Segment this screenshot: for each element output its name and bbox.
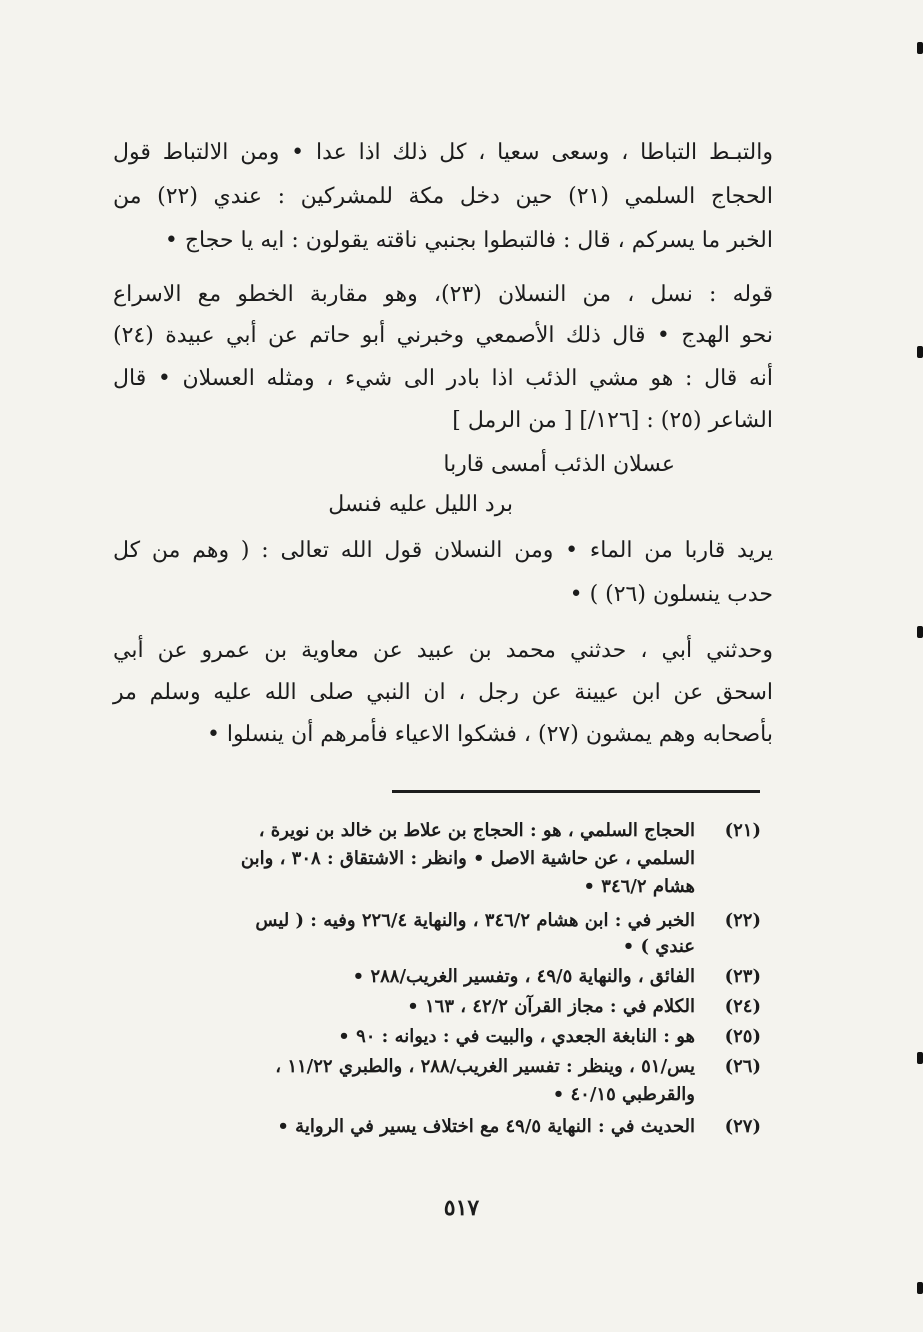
footnote-number: (٢١): [724, 820, 761, 841]
scan-edge-mark: [917, 1282, 923, 1294]
footnote-text: السلمي ، عن حاشية الاصل • وانظر : الاشتقاق : ٣٠٨ ، وابن: [240, 848, 695, 869]
verse-line: برد الليل عليه فنسل: [328, 492, 513, 517]
body-line: يريد قاربا من الماء • ومن النسلان قول الله تعالى : ( وهم من كل: [113, 538, 773, 563]
footnote-text: الخبر في : ابن هشام ٣٤٦/٢ ، والنهاية ٢٢٦/٤ وفيه : ( ليس: [255, 910, 695, 931]
body-line: الشاعر (٢٥) : [١٢٦/] [ من الرمل ]: [452, 408, 773, 433]
body-line: وحدثني أبي ، حدثني محمد بن عبيد عن معاوية بن عمرو عن أبي: [113, 638, 773, 663]
body-line: والتبـط التباطا ، وسعى سعيا ، كل ذلك اذا عدا • ومن الالتباط قول: [113, 140, 773, 165]
page-number: ٥١٧: [443, 1195, 480, 1221]
footnote-number: (٢٧): [724, 1116, 761, 1137]
footnote-separator: [392, 790, 760, 793]
body-line: حدب ينسلون (٢٦) ) •: [569, 582, 773, 607]
footnote-number: (٢٣): [724, 966, 761, 987]
footnote-text: الكلام في : مجاز القرآن ٤٢/٢ ، ١٦٣ •: [407, 996, 695, 1017]
footnote-text: هشام ٣٤٦/٢ •: [583, 876, 695, 897]
footnote-text: الحديث في : النهاية ٤٩/٥ مع اختلاف يسير في الرواية •: [277, 1116, 695, 1137]
footnote-number: (٢٢): [724, 910, 761, 931]
body-line: الخبر ما يسركم ، قال : فالتبطوا بجنبي ناقته يقولون : ايه يا حجاج •: [164, 228, 773, 253]
footnote-text: هو : النابغة الجعدي ، والبيت في : ديوانه : ٩٠ •: [338, 1026, 695, 1047]
footnote-text: يس/٥١ ، وينظر : تفسير الغريب/٢٨٨ ، والطبري ١١/٢٢ ،: [275, 1056, 695, 1077]
verse-line: عسلان الذئب أمسى قاربا: [443, 452, 675, 477]
footnote-text: الحجاج السلمي ، هو : الحجاج بن علاط بن خالد بن نويرة ،: [258, 820, 695, 841]
footnote-number: (٢٤): [724, 996, 761, 1017]
footnote-text: والقرطبي ٤٠/١٥ •: [552, 1084, 695, 1105]
scan-edge-mark: [917, 42, 923, 54]
body-line: اسحق عن ابن عيينة عن رجل ، ان النبي صلى الله عليه وسلم مر: [113, 680, 773, 705]
scan-edge-mark: [917, 626, 923, 638]
body-line: الحجاج السلمي (٢١) حين دخل مكة للمشركين : عندي (٢٢) من: [113, 184, 773, 209]
body-line: بأصحابه وهم يمشون (٢٧) ، فشكوا الاعياء فأمرهم أن ينسلوا •: [206, 722, 773, 747]
footnote-number: (٢٦): [724, 1056, 761, 1077]
body-line: قوله : نسل ، من النسلان (٢٣)، وهو مقاربة الخطو مع الاسراع: [113, 282, 773, 307]
footnote-text: الفائق ، والنهاية ٤٩/٥ ، وتفسير الغريب/٢٨٨ •: [352, 966, 695, 987]
scan-edge-mark: [917, 1052, 923, 1064]
body-line: نحو الهدج • قال ذلك الأصمعي وخبرني أبو حاتم عن أبي عبيدة (٢٤): [113, 323, 773, 348]
scan-edge-mark: [917, 346, 923, 358]
footnote-number: (٢٥): [724, 1026, 761, 1047]
body-line: أنه قال : هو مشي الذئب اذا بادر الى شيء ، ومثله العسلان • قال: [113, 366, 773, 391]
footnote-text: عندي ) •: [622, 936, 695, 957]
